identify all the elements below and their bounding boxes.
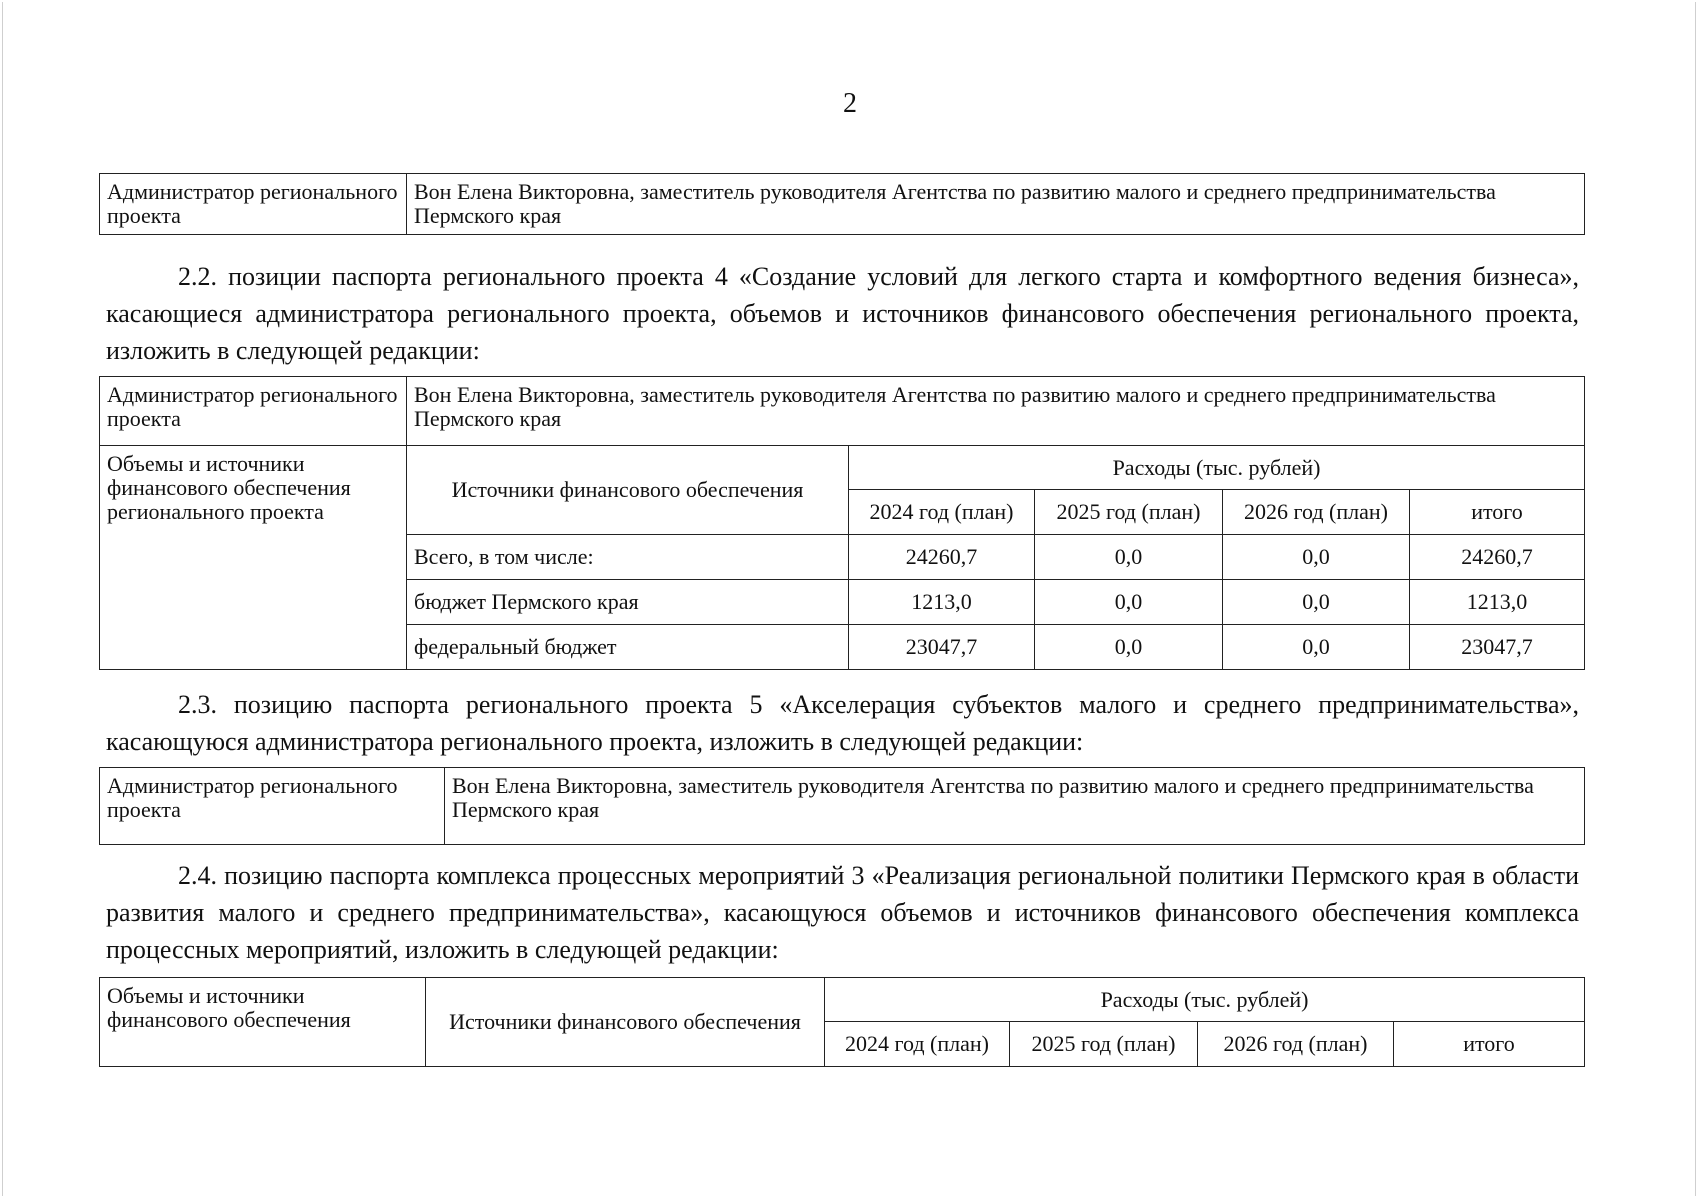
table-row: [100, 377, 1585, 446]
column-header-2024: 2024 год (план): [849, 490, 1035, 535]
administrator-table-3: [99, 767, 1585, 845]
administrator-table-1: [99, 173, 1585, 235]
row-name: Всего, в том числе:: [407, 535, 849, 580]
cell-value: 0,0: [1035, 535, 1223, 580]
table: [99, 376, 1585, 670]
paragraph-2-4: 2.4. позицию паспорта комплекса процессных мероприятий 3 «Реализация региональной политики Пермского края в области развития малого и среднего предпринимательства», касающуюся объемов и источников финансового обеспечения комплекса процессных мероприятий, изложить в следующей редакции:: [106, 861, 1579, 964]
table-row: [100, 768, 1585, 845]
cell-value: 0,0: [1223, 535, 1410, 580]
admin-label-cell: Администратор регионального проекта: [100, 377, 407, 446]
sources-header: Источники финансового обеспечения: [407, 446, 849, 535]
expenses-header: Расходы (тыс. рублей): [849, 446, 1585, 490]
cell-value: 0,0: [1223, 580, 1410, 625]
row-name: бюджет Пермского края: [407, 580, 849, 625]
column-header-2025: 2025 год (план): [1010, 1022, 1198, 1067]
column-header-2026: 2026 год (план): [1198, 1022, 1394, 1067]
admin-value-cell: Вон Елена Викторовна, заместитель руководителя Агентства по развитию малого и среднего предпринимательства Пермского края: [407, 174, 1585, 235]
table: [99, 977, 1585, 1067]
sources-header: Источники финансового обеспечения: [426, 978, 825, 1067]
cell-value: 0,0: [1035, 625, 1223, 670]
table-row: [100, 446, 1585, 490]
table-row: [100, 174, 1585, 235]
cell-value: 1213,0: [849, 580, 1035, 625]
admin-value-cell: Вон Елена Викторовна, заместитель руководителя Агентства по развитию малого и среднего предпринимательства Пермского края: [445, 768, 1585, 845]
cell-value: 23047,7: [1410, 625, 1585, 670]
admin-label-cell: Администратор регионального проекта: [100, 768, 445, 845]
table: [99, 173, 1585, 235]
finance-label-cell: Объемы и источники финансового обеспечения: [100, 978, 426, 1067]
expenses-header: Расходы (тыс. рублей): [825, 978, 1585, 1022]
cell-value: 0,0: [1223, 625, 1410, 670]
paragraph-2-2: 2.2. позиции паспорта регионального проекта 4 «Создание условий для легкого старта и комфортного ведения бизнеса», касающиеся администратора регионального проекта, объемов и источников финансового обеспечения регионального проекта, изложить в следующей редакции:: [106, 262, 1579, 365]
paragraph-2-3: 2.3. позицию паспорта регионального проекта 5 «Акселерация субъектов малого и среднего предпринимательства», касающуюся администратора регионального проекта, изложить в следующей редакции:: [106, 690, 1579, 756]
page-number: 2: [843, 88, 857, 119]
cell-value: 23047,7: [849, 625, 1035, 670]
process-measures-table: [99, 977, 1585, 1067]
column-header-2026: 2026 год (план): [1223, 490, 1410, 535]
admin-label-cell: Администратор регионального проекта: [100, 174, 407, 235]
regional-project-4-table: [99, 376, 1585, 670]
table: [99, 767, 1585, 845]
column-header-2025: 2025 год (план): [1035, 490, 1223, 535]
column-header-2024: 2024 год (план): [825, 1022, 1010, 1067]
column-header-total: итого: [1410, 490, 1585, 535]
cell-value: 1213,0: [1410, 580, 1585, 625]
column-header-total: итого: [1394, 1022, 1585, 1067]
cell-value: 24260,7: [849, 535, 1035, 580]
admin-value-cell: Вон Елена Викторовна, заместитель руководителя Агентства по развитию малого и среднего предпринимательства Пермского края: [407, 377, 1585, 446]
table-row: [100, 978, 1585, 1022]
finance-label-cell: Объемы и источники финансового обеспечения регионального проекта: [100, 446, 407, 670]
row-name: федеральный бюджет: [407, 625, 849, 670]
cell-value: 24260,7: [1410, 535, 1585, 580]
cell-value: 0,0: [1035, 580, 1223, 625]
